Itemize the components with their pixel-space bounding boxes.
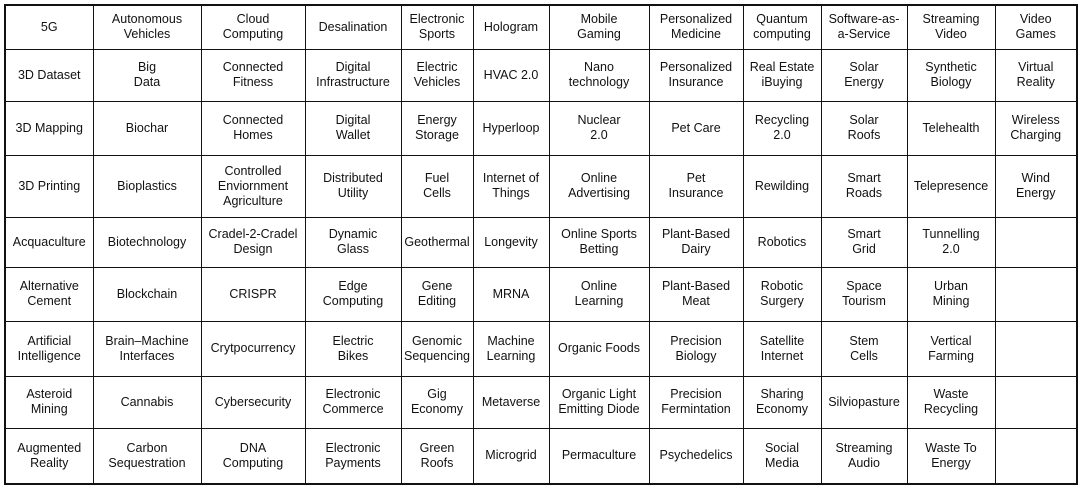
- grid-cell: Recycling 2.0: [743, 101, 821, 155]
- grid-cell: Gig Economy: [401, 376, 473, 428]
- grid-cell: Acquaculture: [5, 217, 93, 267]
- grid-cell: Energy Storage: [401, 101, 473, 155]
- grid-cell: Wind Energy: [995, 155, 1077, 217]
- grid-cell: Waste Recycling: [907, 376, 995, 428]
- grid-cell: Machine Learning: [473, 321, 549, 376]
- grid-cell: Plant-Based Dairy: [649, 217, 743, 267]
- grid-row: [5, 376, 1077, 428]
- grid-row: [5, 5, 1077, 49]
- grid-cell: Telehealth: [907, 101, 995, 155]
- grid-cell: Software-as- a-Service: [821, 5, 907, 49]
- grid-cell: Online Learning: [549, 267, 649, 321]
- grid-cell: Tunnelling 2.0: [907, 217, 995, 267]
- grid-cell: Connected Fitness: [201, 49, 305, 101]
- empty-grid-cell: [995, 321, 1077, 376]
- technology-grid: [4, 4, 1078, 485]
- grid-cell: Genomic Sequencing: [401, 321, 473, 376]
- grid-cell: Satellite Internet: [743, 321, 821, 376]
- grid-cell: Space Tourism: [821, 267, 907, 321]
- grid-cell: Dynamic Glass: [305, 217, 401, 267]
- grid-cell: Carbon Sequestration: [93, 428, 201, 484]
- grid-row: [5, 155, 1077, 217]
- grid-cell: Robotic Surgery: [743, 267, 821, 321]
- grid-cell: Solar Roofs: [821, 101, 907, 155]
- grid-cell: Online Sports Betting: [549, 217, 649, 267]
- grid-cell: Electronic Sports: [401, 5, 473, 49]
- grid-cell: Internet of Things: [473, 155, 549, 217]
- grid-cell: Desalination: [305, 5, 401, 49]
- grid-cell: Electronic Payments: [305, 428, 401, 484]
- grid-cell: Nano technology: [549, 49, 649, 101]
- grid-cell: Crytpocurrency: [201, 321, 305, 376]
- grid-cell: Permaculture: [549, 428, 649, 484]
- grid-cell: Waste To Energy: [907, 428, 995, 484]
- grid-cell: Autonomous Vehicles: [93, 5, 201, 49]
- grid-cell: Silviopasture: [821, 376, 907, 428]
- grid-row: [5, 217, 1077, 267]
- grid-row: [5, 267, 1077, 321]
- grid-cell: Longevity: [473, 217, 549, 267]
- grid-cell: Smart Grid: [821, 217, 907, 267]
- grid-cell: CRISPR: [201, 267, 305, 321]
- grid-cell: Vertical Farming: [907, 321, 995, 376]
- grid-row: [5, 428, 1077, 484]
- grid-cell: DNA Computing: [201, 428, 305, 484]
- grid-row: [5, 49, 1077, 101]
- grid-cell: Rewilding: [743, 155, 821, 217]
- grid-cell: Stem Cells: [821, 321, 907, 376]
- grid-cell: Hologram: [473, 5, 549, 49]
- grid-cell: Cannabis: [93, 376, 201, 428]
- grid-cell: Wireless Charging: [995, 101, 1077, 155]
- grid-cell: Gene Editing: [401, 267, 473, 321]
- grid-cell: Psychedelics: [649, 428, 743, 484]
- grid-cell: Real Estate iBuying: [743, 49, 821, 101]
- grid-cell: Big Data: [93, 49, 201, 101]
- grid-cell: Sharing Economy: [743, 376, 821, 428]
- grid-cell: Personalized Insurance: [649, 49, 743, 101]
- empty-grid-cell: [995, 217, 1077, 267]
- grid-cell: Cradel-2-Cradel Design: [201, 217, 305, 267]
- grid-cell: Precision Biology: [649, 321, 743, 376]
- grid-cell: 3D Printing: [5, 155, 93, 217]
- grid-cell: Mobile Gaming: [549, 5, 649, 49]
- grid-cell: 3D Dataset: [5, 49, 93, 101]
- grid-cell: Cloud Computing: [201, 5, 305, 49]
- grid-cell: Personalized Medicine: [649, 5, 743, 49]
- grid-cell: Microgrid: [473, 428, 549, 484]
- grid-cell: Precision Fermintation: [649, 376, 743, 428]
- grid-cell: Bioplastics: [93, 155, 201, 217]
- grid-cell: Digital Infrastructure: [305, 49, 401, 101]
- grid-cell: Pet Insurance: [649, 155, 743, 217]
- empty-grid-cell: [995, 428, 1077, 484]
- grid-cell: Electric Bikes: [305, 321, 401, 376]
- grid-cell: Distributed Utility: [305, 155, 401, 217]
- grid-cell: Hyperloop: [473, 101, 549, 155]
- grid-cell: Urban Mining: [907, 267, 995, 321]
- grid-cell: Robotics: [743, 217, 821, 267]
- grid-cell: MRNA: [473, 267, 549, 321]
- grid-cell: Alternative Cement: [5, 267, 93, 321]
- grid-cell: Brain–Machine Interfaces: [93, 321, 201, 376]
- grid-cell: Organic Foods: [549, 321, 649, 376]
- grid-cell: Digital Wallet: [305, 101, 401, 155]
- grid-cell: Edge Computing: [305, 267, 401, 321]
- grid-cell: Connected Homes: [201, 101, 305, 155]
- grid-cell: Controlled Enviornment Agriculture: [201, 155, 305, 217]
- grid-cell: Metaverse: [473, 376, 549, 428]
- grid-cell: Smart Roads: [821, 155, 907, 217]
- grid-cell: Asteroid Mining: [5, 376, 93, 428]
- grid-cell: Cybersecurity: [201, 376, 305, 428]
- grid-cell: Biochar: [93, 101, 201, 155]
- grid-cell: Virtual Reality: [995, 49, 1077, 101]
- grid-cell: Artificial Intelligence: [5, 321, 93, 376]
- grid-cell: Telepresence: [907, 155, 995, 217]
- grid-cell: Streaming Video: [907, 5, 995, 49]
- grid-cell: Green Roofs: [401, 428, 473, 484]
- grid-cell: Augmented Reality: [5, 428, 93, 484]
- grid-cell: 3D Mapping: [5, 101, 93, 155]
- empty-grid-cell: [995, 376, 1077, 428]
- grid-cell: Quantum computing: [743, 5, 821, 49]
- grid-cell: Fuel Cells: [401, 155, 473, 217]
- grid-cell: Social Media: [743, 428, 821, 484]
- grid-cell: Plant-Based Meat: [649, 267, 743, 321]
- grid-row: [5, 321, 1077, 376]
- grid-cell: Blockchain: [93, 267, 201, 321]
- grid-cell: Electric Vehicles: [401, 49, 473, 101]
- grid-cell: Electronic Commerce: [305, 376, 401, 428]
- grid-cell: Video Games: [995, 5, 1077, 49]
- grid-cell: Pet Care: [649, 101, 743, 155]
- grid-body: [5, 5, 1077, 484]
- grid-cell: Geothermal: [401, 217, 473, 267]
- grid-cell: Organic Light Emitting Diode: [549, 376, 649, 428]
- grid-cell: 5G: [5, 5, 93, 49]
- grid-cell: Streaming Audio: [821, 428, 907, 484]
- grid-cell: Online Advertising: [549, 155, 649, 217]
- grid-cell: Synthetic Biology: [907, 49, 995, 101]
- grid-cell: Solar Energy: [821, 49, 907, 101]
- grid-cell: Nuclear 2.0: [549, 101, 649, 155]
- empty-grid-cell: [995, 267, 1077, 321]
- grid-cell: HVAC 2.0: [473, 49, 549, 101]
- grid-row: [5, 101, 1077, 155]
- grid-cell: Biotechnology: [93, 217, 201, 267]
